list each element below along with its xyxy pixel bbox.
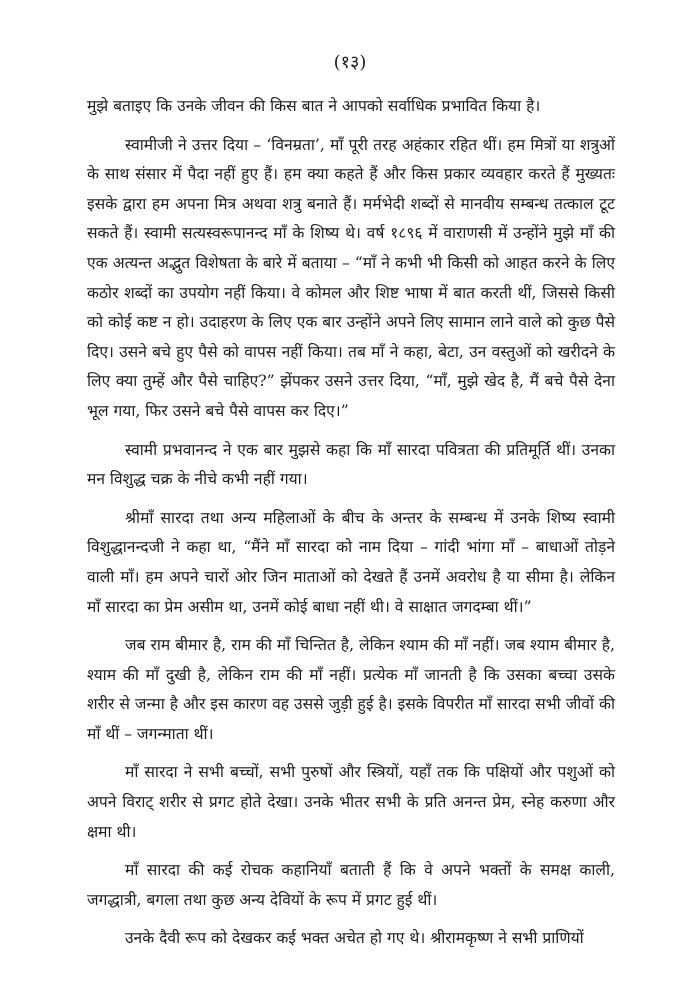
page-number: (१३) xyxy=(333,52,367,73)
paragraph-1: मुझे बताइए कि उनके जीवन की किस बात ने आपको सर्वाधिक प्रभावित किया है। xyxy=(87,97,541,115)
paragraph-2: स्वामीजी ने उत्तर दिया – ‘विनम्रता’, माँ पूरी तरह अहंकार रहित थीं। हम मित्रों या शत्रुओं के साथ संसार में पैदा नहीं हुए हैं। हम क्या कहते हैं और किस प्रकार व्यवहार करते हैं मुख्यतः इसके द्वारा हम अपना मित्र अथवा शत्रु बनाते हैं। मर्मभेदी शब्दों से मानवीय सम्बन्ध तत्काल टूट सकते हैं। स्वामी सत्यस्वरूपानन्द माँ के शिष्य थे। वर्ष १८९६ में वाराणसी में उन्होंने मुझे माँ की एक अत्यन्त अद्भुत विशेषता के बारे में बताया – “माँ ने कभी भी किसी को आहत करने के लिए कठोर शब्दों का उपयोग नहीं किया। वे कोमल और शिष्ट भाषा में बात करती थीं, जिससे किसी को कोई कष्ट न हो। उदाहरण के लिए एक बार उन्होंने अपने लिए सामान लाने वाले को कुछ पैसे दिए। उसने बचे हुए पैसे को वापस नहीं किया। तब माँ ने कहा, बेटा, उन वस्तुओं को खरीदने के लिए क्या तुम्हें और पैसे चाहिए?” झेंपकर उसने उत्तर दिया, “माँ, मुझे खेद है, मैं बचे पैसे देना भूल गया, फिर उसने बचे पैसे वापस कर दिए।” xyxy=(87,135,615,420)
paragraph-5: जब राम बीमार है, राम की माँ चिन्तित है, लेकिन श्याम की माँ नहीं। जब श्याम बीमार है, श्याम की माँ दुखी है, लेकिन राम की माँ नहीं। प्रत्येक माँ जानती है कि उसका बच्चा उसके शरीर से जन्मा है और इस कारण वह उससे जुड़ी हुई है। इसके विपरीत माँ सारदा सभी जीवों की माँ थीं – जगन्माता थीं। xyxy=(87,636,616,743)
paragraph-4: श्रीमाँ सारदा तथा अन्य महिलाओं के बीच के अन्तर के सम्बन्ध में उनके शिष्य स्वामी विशुद्धानन्दजी ने कहा था, “मैंने माँ सारदा को नाम दिया – गांदी भांगा माँ – बाधाओं तोड़ने वाली माँ। हम अपने चारों ओर जिन माताओं को देखते हैं उनमें अवरोध है या सीमा है। लेकिन माँ सारदा का प्रेम असीम था, उनमें कोई बाधा नहीं थी। वे साक्षात जगदम्बा थीं।” xyxy=(87,508,615,616)
paragraph-6: माँ सारदा ने सभी बच्चों, सभी पुरुषों और स्त्रियों, यहाँ तक कि पक्षियों और पशुओं को अपने विराट् शरीर से प्रगट होते देखा। उनके भीतर सभी के प्रति अनन्त प्रेम, स्नेह करुणा और क्षमा थी। xyxy=(87,763,615,841)
paragraph-8: उनके दैवी रूप को देखकर कई भक्त अचेत हो गए थे। श्रीरामकृष्ण ने सभी प्राणियों xyxy=(125,929,584,948)
paragraph-3: स्वामी प्रभवानन्द ने एक बार मुझसे कहा कि माँ सारदा पवित्रता की प्रतिमूर्ति थीं। उनका मन विशुद्ध चक्र के नीचे कभी नहीं गया। xyxy=(87,440,615,489)
paragraph-7: माँ सारदा की कई रोचक कहानियाँ बताती हैं कि वे अपने भक्तों के समक्ष काली, जगद्धात्री, बगला तथा कुछ अन्य देवियों के रूप में प्रगट हुई थीं। xyxy=(87,861,615,909)
body-text xyxy=(87,92,615,954)
